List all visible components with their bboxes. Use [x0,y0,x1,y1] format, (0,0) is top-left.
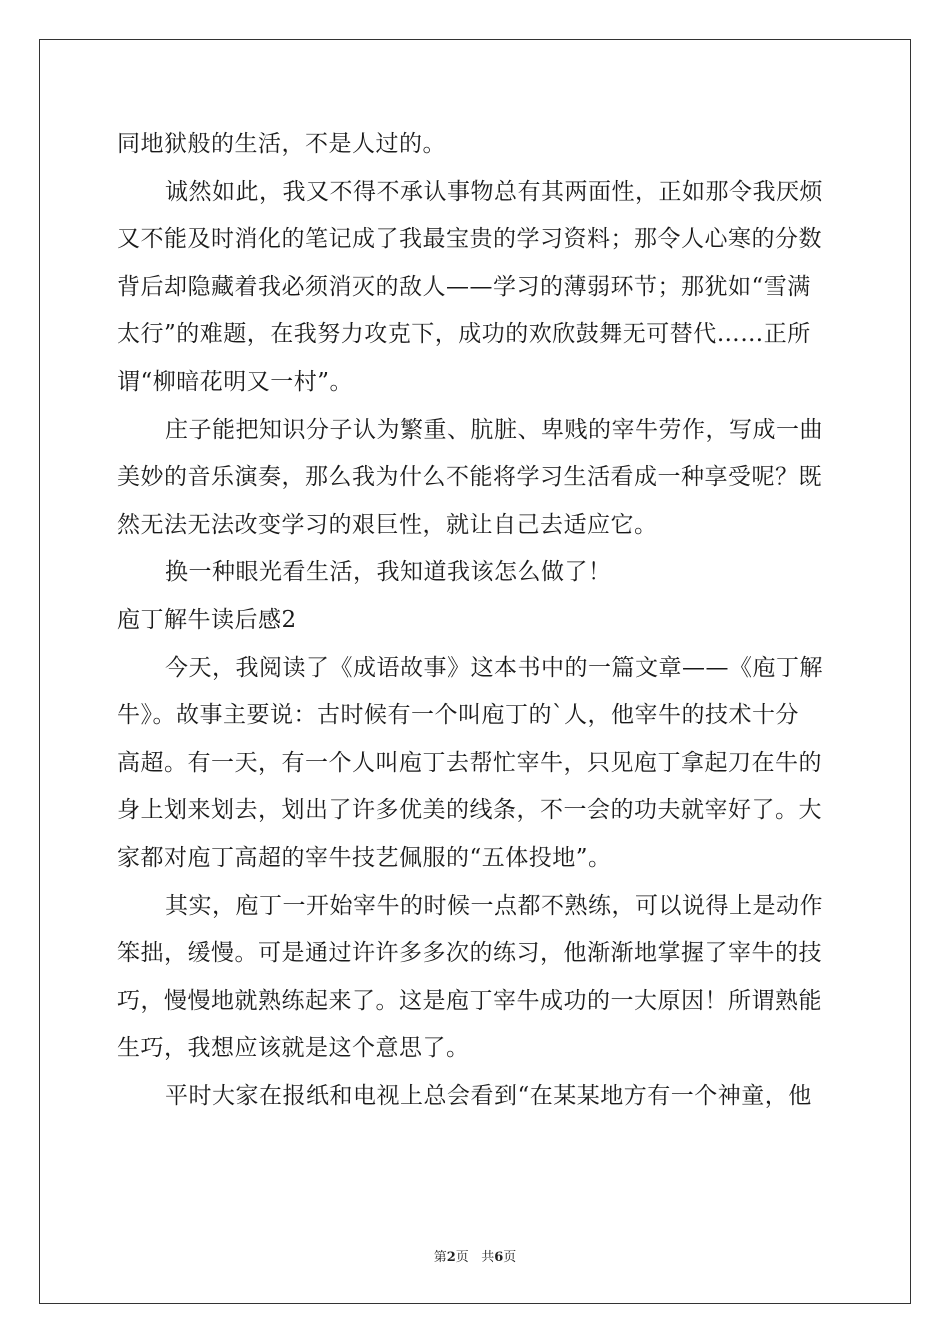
paragraph-start-line: 换一种眼光看生活，我知道我该怎么做了！ [165,559,612,586]
text-line: 牛》。故事主要说：古时候有一个叫庖丁的`人，他宰牛的技术十分 [117,702,799,729]
page-number-footer [0,1246,950,1265]
text-line: 生巧，我想应该就是这个意思了。 [117,1035,470,1062]
text-line: 谓“柳暗花明又一村”。 [117,368,354,395]
document-body [117,121,837,1120]
text-line: 笨拙，缓慢。可是通过许许多多次的练习，他渐渐地掌握了宰牛的技 [117,940,822,967]
paragraph-start-line: 庄子能把知识分子认为繁重、肮脏、卑贱的宰牛劳作，写成一曲 [165,416,823,443]
text-line: 美妙的音乐演奏，那么我为什么不能将学习生活看成一种享受呢？既 [117,464,822,491]
paragraph-start-line: 今天，我阅读了《成语故事》这本书中的一篇文章——《庖丁解 [165,654,823,681]
total-page-number: 6 [494,1250,504,1265]
text-line: 太行”的难题，在我努力攻克下，成功的欢欣鼓舞无可替代……正所 [117,321,811,348]
text-line: 背后却隐藏着我必须消灭的敌人——学习的薄弱环节；那犹如“雪满 [117,273,811,300]
page-mid-text: 页 共 [455,1250,495,1265]
text-line: 巧，慢慢地就熟练起来了。这是庖丁宰牛成功的一大原因！所谓熟能 [117,987,822,1014]
section-heading: 庖丁解牛读后感2 [117,606,297,633]
text-line: 高超。有一天，有一个人叫庖丁去帮忙宰牛，只见庖丁拿起刀在牛的 [117,749,822,776]
text-line: 然无法无法改变学习的艰巨性，就让自己去适应它。 [117,511,658,538]
page-suffix: 页 [503,1250,517,1265]
text-line: 身上划来划去，划出了许多优美的线条，不一会的功夫就宰好了。大 [117,797,822,824]
paragraph-start-line: 其实，庖丁一开始宰牛的时候一点都不熟练，可以说得上是动作 [165,892,823,919]
text-line: 同地狱般的生活，不是人过的。 [117,131,446,157]
text-line: 家都对庖丁高超的宰牛技艺佩服的“五体投地”。 [117,844,612,871]
text-line: 又不能及时消化的笔记成了我最宝贵的学习资料；那令人心寒的分数 [117,226,822,253]
page-prefix: 第 [433,1250,447,1265]
paragraph-start-line: 诚然如此，我又不得不承认事物总有其两面性，正如那令我厌烦 [165,178,823,205]
paragraph-start-line: 平时大家在报纸和电视上总会看到“在某某地方有一个神童，他 [165,1082,812,1109]
current-page-number: 2 [446,1250,456,1265]
